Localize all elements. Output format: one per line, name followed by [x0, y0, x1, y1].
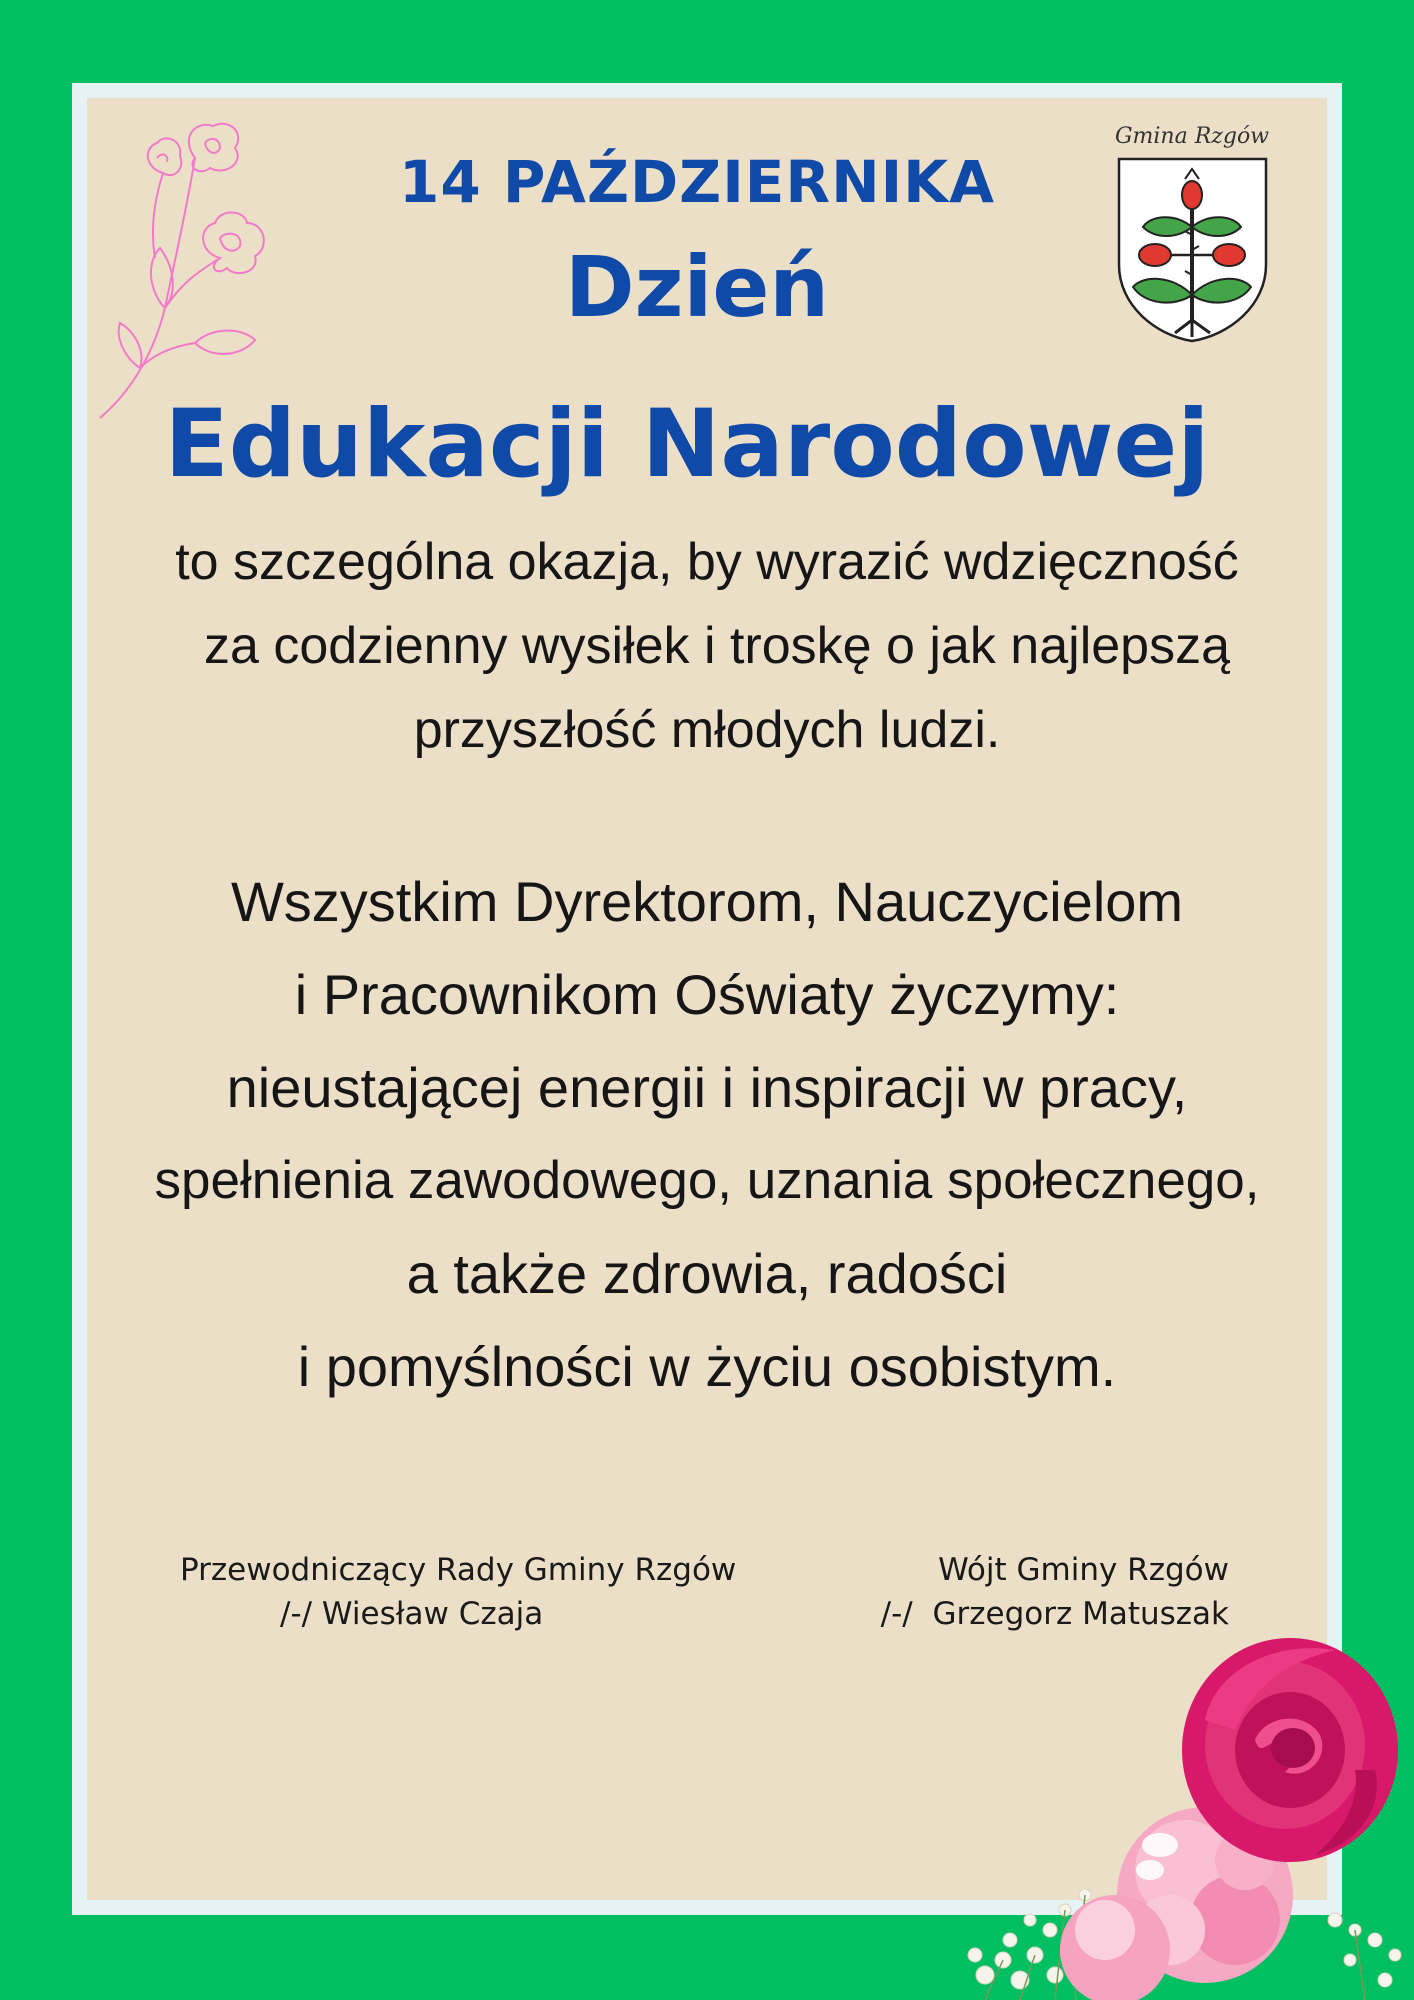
rosehip-coat-of-arms-icon: [1115, 155, 1270, 345]
crest-label: Gmina Rzgów: [1114, 124, 1270, 149]
intro-line: za codzienny wysiłek i troskę o jak najlepszą: [203, 617, 1231, 675]
wishes-line: nieustającej energii i inspiracji w pracy,: [226, 1056, 1188, 1119]
wishes-line: spełnienia zawodowego, uznania społecznego,: [154, 1151, 1260, 1210]
intro-line: przyszłość młodych ludzi.: [413, 701, 1001, 759]
wishes-line: a także zdrowia, radości: [406, 1242, 1008, 1305]
holiday-heading: Edukacji Narodowej: [164, 390, 1210, 499]
signature-right: [881, 1548, 1229, 1636]
wishes-paragraph: [0, 855, 1414, 1413]
rose-bouquet-icon: [955, 1630, 1414, 2000]
signature-right-name: /-/ Grzegorz Matuszak: [880, 1596, 1229, 1632]
wishes-line: Wszystkim Dyrektorom, Nauczycielom: [230, 870, 1184, 933]
intro-line: to szczególna okazja, by wyrazić wdzięczność: [175, 533, 1239, 591]
wishes-line: i pomyślności w życiu osobistym.: [297, 1335, 1117, 1398]
wishes-line: i Pracownikom Oświaty życzymy:: [294, 963, 1120, 1026]
date-heading: 14 PAŹDZIERNIKA: [398, 148, 996, 216]
intro-paragraph: [0, 520, 1414, 772]
signature-left-name: /-/ Wiesław Czaja: [280, 1596, 544, 1632]
signature-right-title: Wójt Gminy Rzgów: [938, 1552, 1229, 1588]
signature-left: [180, 1548, 736, 1636]
day-heading: Dzień: [564, 238, 830, 336]
signature-left-title: Przewodniczący Rady Gminy Rzgów: [180, 1552, 737, 1588]
